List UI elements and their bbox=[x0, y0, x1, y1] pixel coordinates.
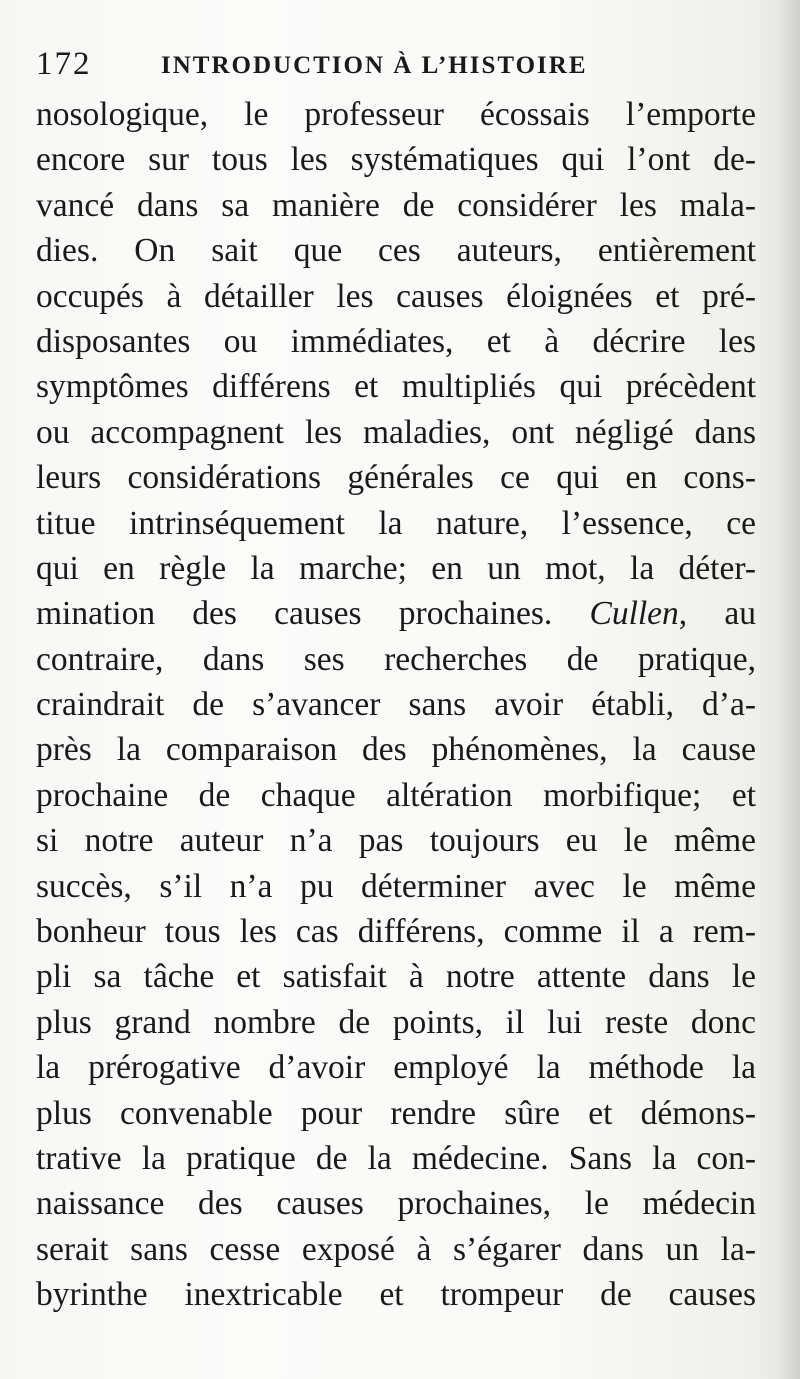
text-line: la prérogative d’avoir employé la méthode la bbox=[36, 1049, 756, 1087]
author-name-italic: Cullen bbox=[589, 595, 679, 633]
text-line: disposantes ou immédiates, et à décrire les bbox=[36, 322, 756, 360]
text-line: craindrait de s’avancer sans avoir établi, d’a- bbox=[36, 686, 756, 724]
text-line: dies. On sait que ces auteurs, entièrement bbox=[36, 232, 756, 270]
text-line: nosologique, le professeur écossais l’emporte bbox=[36, 96, 756, 133]
text-line: occupés à détailler les causes éloignées et pré- bbox=[36, 277, 756, 315]
text-line: plus convenable pour rendre sûre et démons- bbox=[36, 1094, 756, 1132]
text-line: ou accompagnent les maladies, ont négligé dans bbox=[36, 413, 756, 451]
text-line: naissance des causes prochaines, le médecin bbox=[36, 1185, 756, 1223]
text-line: plus grand nombre de points, il lui reste donc bbox=[36, 1003, 756, 1041]
page-edge-shadow bbox=[778, 0, 800, 1379]
text-line: qui en règle la marche; en un mot, la déter- bbox=[36, 549, 756, 587]
running-head bbox=[36, 46, 776, 86]
running-title: INTRODUCTION À L’HISTOIRE bbox=[161, 52, 588, 79]
text-line: pli sa tâche et satisfait à notre attente dans le bbox=[36, 958, 756, 996]
text-line: vancé dans sa manière de considérer les mala- bbox=[36, 186, 756, 224]
text-line: byrinthe inextricable et trompeur de causes bbox=[36, 1276, 756, 1314]
text-line: encore sur tous les systématiques qui l’ont de- bbox=[36, 141, 756, 179]
text-line: près la comparaison des phénomènes, la cause bbox=[36, 731, 756, 769]
text-line: symptômes différens et multipliés qui précèdent bbox=[36, 368, 756, 406]
text-line: contraire, dans ses recherches de pratique, bbox=[36, 640, 756, 678]
text-line: serait sans cesse exposé à s’égarer dans un la- bbox=[36, 1230, 756, 1268]
text-line: succès, s’il n’a pu déterminer avec le même bbox=[36, 867, 756, 905]
body-text bbox=[36, 92, 756, 1318]
text-line: trative la pratique de la médecine. Sans la con- bbox=[36, 1139, 756, 1177]
text-line: titue intrinséquement la nature, l’essence, ce bbox=[36, 504, 756, 542]
text-line: si notre auteur n’a pas toujours eu le même bbox=[36, 822, 756, 860]
text-line: prochaine de chaque altération morbifique; et bbox=[36, 776, 756, 814]
text-line: bonheur tous les cas différens, comme il a rem- bbox=[36, 913, 756, 951]
text-line: leurs considérations générales ce qui en cons- bbox=[36, 459, 756, 497]
text-line: mination des causes prochaines. Cullen, au bbox=[36, 595, 756, 633]
page-number: 172 bbox=[36, 46, 92, 82]
